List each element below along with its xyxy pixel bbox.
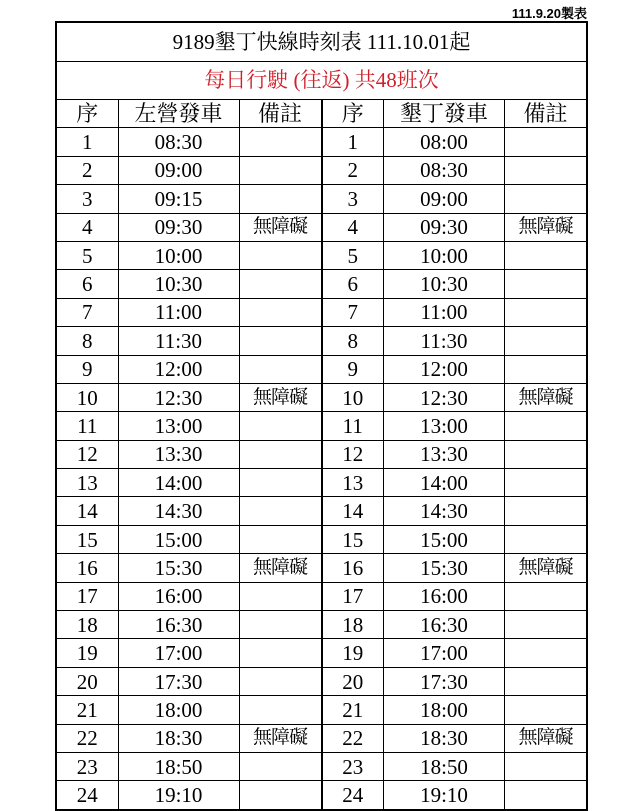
header-seq: 序 <box>57 100 118 128</box>
zuoying-table <box>57 100 321 809</box>
departure-time: 09:15 <box>118 185 239 213</box>
remarks-cell: 無障礙 <box>239 554 321 582</box>
remarks-cell <box>505 327 587 355</box>
remarks-cell <box>505 298 587 326</box>
remarks-cell <box>505 611 587 639</box>
departure-time: 14:30 <box>384 497 505 525</box>
departure-time: 18:00 <box>118 696 239 724</box>
row-seq: 16 <box>323 554 384 582</box>
departure-time: 12:30 <box>118 383 239 411</box>
table-row <box>323 185 587 213</box>
remarks-cell <box>239 412 321 440</box>
remarks-cell <box>505 241 587 269</box>
remarks-cell <box>239 327 321 355</box>
timetable-body <box>57 100 586 809</box>
row-seq: 19 <box>57 639 118 667</box>
row-seq: 23 <box>323 752 384 780</box>
departure-time: 09:30 <box>384 213 505 241</box>
table-row <box>57 582 321 610</box>
row-seq: 18 <box>323 611 384 639</box>
departure-time: 15:00 <box>384 525 505 553</box>
departure-time: 14:30 <box>118 497 239 525</box>
table-row <box>57 611 321 639</box>
row-seq: 9 <box>323 355 384 383</box>
table-row <box>57 752 321 780</box>
remarks-cell: 無障礙 <box>239 213 321 241</box>
remarks-cell <box>239 270 321 298</box>
row-seq: 17 <box>57 582 118 610</box>
remarks-cell <box>239 355 321 383</box>
row-seq: 2 <box>323 156 384 184</box>
departure-time: 18:00 <box>384 696 505 724</box>
remarks-cell <box>505 696 587 724</box>
table-row <box>323 327 587 355</box>
departure-time: 15:30 <box>118 554 239 582</box>
departure-time: 16:00 <box>384 582 505 610</box>
remarks-cell <box>239 781 321 809</box>
table-row <box>323 752 587 780</box>
remarks-cell <box>239 185 321 213</box>
departure-time: 13:00 <box>118 412 239 440</box>
table-row <box>57 270 321 298</box>
departure-time: 12:00 <box>384 355 505 383</box>
table-row <box>57 440 321 468</box>
kenting-departures <box>323 100 587 809</box>
row-seq: 10 <box>323 383 384 411</box>
remarks-cell <box>505 639 587 667</box>
row-seq: 5 <box>323 241 384 269</box>
departure-time: 11:00 <box>384 298 505 326</box>
departure-time: 13:30 <box>118 440 239 468</box>
remarks-cell: 無障礙 <box>505 554 587 582</box>
row-seq: 21 <box>323 696 384 724</box>
departure-time: 15:00 <box>118 525 239 553</box>
header-row <box>57 100 321 128</box>
remarks-cell <box>239 611 321 639</box>
row-seq: 1 <box>57 128 118 156</box>
departure-time: 17:30 <box>118 667 239 695</box>
table-row <box>323 582 587 610</box>
row-seq: 15 <box>323 525 384 553</box>
remarks-cell <box>239 639 321 667</box>
remarks-cell <box>239 156 321 184</box>
table-row <box>57 327 321 355</box>
departure-time: 12:00 <box>118 355 239 383</box>
row-seq: 6 <box>57 270 118 298</box>
departure-time: 18:50 <box>118 752 239 780</box>
table-row <box>323 611 587 639</box>
table-row <box>323 497 587 525</box>
remarks-cell <box>505 128 587 156</box>
table-row <box>57 412 321 440</box>
row-seq: 13 <box>57 469 118 497</box>
table-row <box>57 469 321 497</box>
remarks-cell <box>505 412 587 440</box>
row-seq: 6 <box>323 270 384 298</box>
table-row <box>57 298 321 326</box>
row-seq: 16 <box>57 554 118 582</box>
row-seq: 17 <box>323 582 384 610</box>
row-seq: 2 <box>57 156 118 184</box>
table-row <box>57 639 321 667</box>
remarks-cell <box>505 525 587 553</box>
table-row <box>57 781 321 809</box>
departure-time: 08:30 <box>118 128 239 156</box>
row-seq: 19 <box>323 639 384 667</box>
row-seq: 24 <box>323 781 384 809</box>
table-row <box>57 554 321 582</box>
departure-time: 08:00 <box>384 128 505 156</box>
row-seq: 5 <box>57 241 118 269</box>
table-row <box>323 724 587 752</box>
header-remarks: 備註 <box>505 100 587 128</box>
departure-time: 14:00 <box>118 469 239 497</box>
row-seq: 14 <box>323 497 384 525</box>
prepared-date-stamp: 111.9.20製表 <box>511 6 587 21</box>
remarks-cell <box>239 469 321 497</box>
departure-time: 09:00 <box>384 185 505 213</box>
departure-time: 11:30 <box>384 327 505 355</box>
row-seq: 18 <box>57 611 118 639</box>
departure-time: 18:30 <box>118 724 239 752</box>
remarks-cell: 無障礙 <box>505 383 587 411</box>
departure-time: 12:30 <box>384 383 505 411</box>
departure-time: 15:30 <box>384 554 505 582</box>
remarks-cell: 無障礙 <box>505 213 587 241</box>
row-seq: 23 <box>57 752 118 780</box>
departure-time: 16:30 <box>118 611 239 639</box>
departure-time: 18:30 <box>384 724 505 752</box>
row-seq: 13 <box>323 469 384 497</box>
table-row <box>57 355 321 383</box>
header-row <box>323 100 587 128</box>
table-row <box>57 497 321 525</box>
table-row <box>57 696 321 724</box>
table-row <box>323 412 587 440</box>
remarks-cell: 無障礙 <box>239 383 321 411</box>
remarks-cell: 無障礙 <box>239 724 321 752</box>
departure-time: 16:00 <box>118 582 239 610</box>
remarks-cell <box>505 752 587 780</box>
table-row <box>323 554 587 582</box>
remarks-cell <box>239 497 321 525</box>
table-row <box>57 667 321 695</box>
header-seq: 序 <box>323 100 384 128</box>
table-row <box>323 667 587 695</box>
row-seq: 14 <box>57 497 118 525</box>
row-seq: 12 <box>57 440 118 468</box>
row-seq: 8 <box>57 327 118 355</box>
row-seq: 20 <box>323 667 384 695</box>
row-seq: 3 <box>323 185 384 213</box>
remarks-cell <box>239 525 321 553</box>
row-seq: 9 <box>57 355 118 383</box>
remarks-cell <box>505 667 587 695</box>
table-row <box>323 469 587 497</box>
table-row <box>57 383 321 411</box>
row-seq: 10 <box>57 383 118 411</box>
departure-time: 19:10 <box>118 781 239 809</box>
table-row <box>323 156 587 184</box>
row-seq: 7 <box>57 298 118 326</box>
table-row <box>323 128 587 156</box>
row-seq: 4 <box>57 213 118 241</box>
departure-time: 08:30 <box>384 156 505 184</box>
header-departure: 墾丁發車 <box>384 100 505 128</box>
remarks-cell <box>505 156 587 184</box>
departure-time: 10:00 <box>384 241 505 269</box>
row-seq: 11 <box>57 412 118 440</box>
row-seq: 3 <box>57 185 118 213</box>
row-seq: 1 <box>323 128 384 156</box>
remarks-cell <box>239 696 321 724</box>
table-row <box>323 241 587 269</box>
remarks-cell <box>239 241 321 269</box>
remarks-cell: 無障礙 <box>505 724 587 752</box>
departure-time: 13:30 <box>384 440 505 468</box>
table-row <box>323 525 587 553</box>
table-row <box>323 639 587 667</box>
table-row <box>323 355 587 383</box>
row-seq: 21 <box>57 696 118 724</box>
table-row <box>57 213 321 241</box>
table-row <box>323 781 587 809</box>
table-row <box>323 696 587 724</box>
row-seq: 7 <box>323 298 384 326</box>
remarks-cell <box>505 781 587 809</box>
table-row <box>323 383 587 411</box>
remarks-cell <box>239 752 321 780</box>
departure-time: 10:30 <box>384 270 505 298</box>
timetable-sheet <box>55 21 588 811</box>
departure-time: 17:30 <box>384 667 505 695</box>
remarks-cell <box>505 270 587 298</box>
remarks-cell <box>505 185 587 213</box>
departure-time: 17:00 <box>384 639 505 667</box>
remarks-cell <box>505 469 587 497</box>
remarks-cell <box>505 582 587 610</box>
departure-time: 10:00 <box>118 241 239 269</box>
remarks-cell <box>505 440 587 468</box>
row-seq: 22 <box>323 724 384 752</box>
departure-time: 19:10 <box>384 781 505 809</box>
table-row <box>323 270 587 298</box>
remarks-cell <box>505 355 587 383</box>
departure-time: 14:00 <box>384 469 505 497</box>
table-row <box>57 185 321 213</box>
table-row <box>57 156 321 184</box>
departure-time: 11:30 <box>118 327 239 355</box>
departure-time: 17:00 <box>118 639 239 667</box>
zuoying-departures <box>57 100 323 809</box>
remarks-cell <box>239 582 321 610</box>
table-row <box>323 440 587 468</box>
remarks-cell <box>239 128 321 156</box>
row-seq: 20 <box>57 667 118 695</box>
departure-time: 16:30 <box>384 611 505 639</box>
row-seq: 12 <box>323 440 384 468</box>
remarks-cell <box>505 497 587 525</box>
service-summary: 每日行駛 (往返) 共48班次 <box>57 62 586 100</box>
row-seq: 4 <box>323 213 384 241</box>
departure-time: 09:00 <box>118 156 239 184</box>
row-seq: 24 <box>57 781 118 809</box>
row-seq: 8 <box>323 327 384 355</box>
departure-time: 13:00 <box>384 412 505 440</box>
remarks-cell <box>239 440 321 468</box>
table-row <box>57 525 321 553</box>
kenting-table <box>323 100 587 809</box>
timetable-title: 9189墾丁快線時刻表 111.10.01起 <box>57 23 586 62</box>
departure-time: 10:30 <box>118 270 239 298</box>
header-departure: 左營發車 <box>118 100 239 128</box>
row-seq: 11 <box>323 412 384 440</box>
departure-time: 11:00 <box>118 298 239 326</box>
table-row <box>57 241 321 269</box>
table-row <box>323 298 587 326</box>
remarks-cell <box>239 667 321 695</box>
row-seq: 15 <box>57 525 118 553</box>
remarks-cell <box>239 298 321 326</box>
row-seq: 22 <box>57 724 118 752</box>
departure-time: 09:30 <box>118 213 239 241</box>
table-row <box>323 213 587 241</box>
table-row <box>57 128 321 156</box>
header-remarks: 備註 <box>239 100 321 128</box>
table-row <box>57 724 321 752</box>
departure-time: 18:50 <box>384 752 505 780</box>
